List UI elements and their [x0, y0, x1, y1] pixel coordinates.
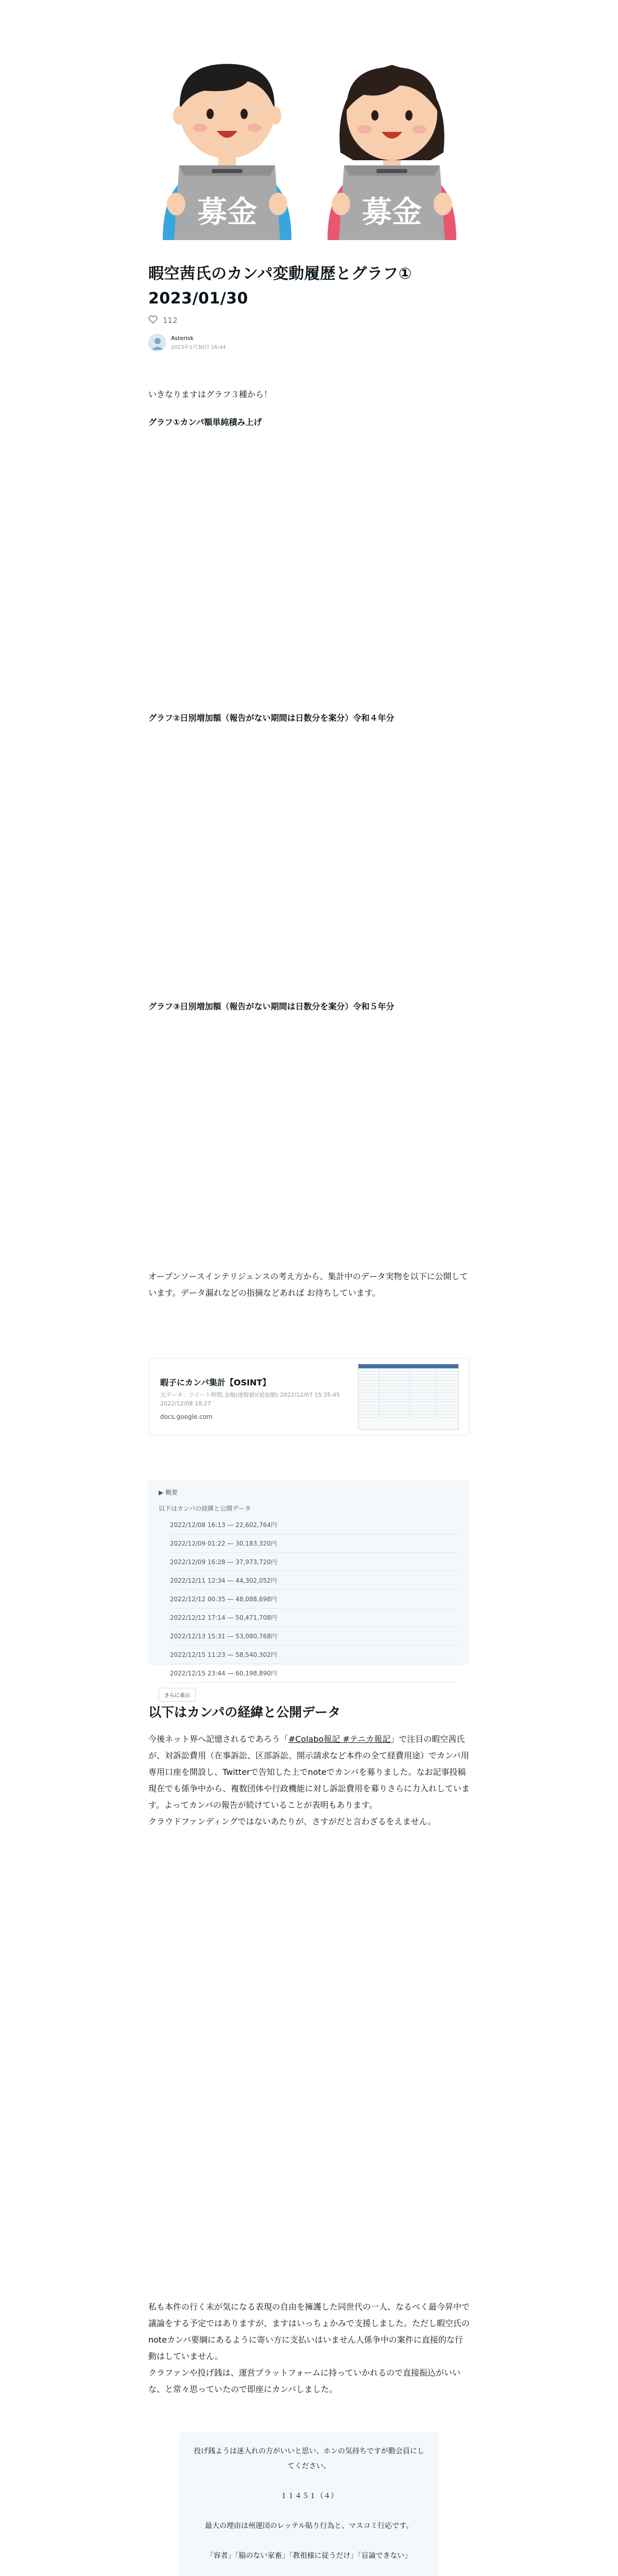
quote1-line: 「容者」「脇のない家畜」「教祖様に従うだけ」「盲論できない」 — [206, 2552, 412, 2560]
graph3-heading: グラフ③日別増加額（報告がない期間は日数分を案分）令和５年分 — [148, 1002, 394, 1011]
p1-pre: 今後ネット界へ記憶されるであろう「 — [148, 1734, 288, 1744]
show-more-button[interactable]: さらに表示 — [159, 1688, 196, 1702]
spreadsheet-thumbnail — [358, 1364, 459, 1430]
graph1-heading: グラフ①カンパ額単純積み上げ — [148, 417, 262, 427]
list-item: 2022/12/08 16:13 ― 22,602,764円 — [170, 1516, 459, 1534]
title-line-2: 2023/01/30 — [148, 290, 248, 308]
quote1-line — [194, 2504, 424, 2519]
toggle-list — [170, 1516, 459, 1683]
p1-post: 」で注目の暇空茜氏が、対訴訟費用（在事訴訟、区部訴訟、開示請求など本件の全て経費用途）でカンパ用専用口座を開設し、Twitterで告知した上でnoteでカンパを募りました。なお記事投稿現在でも係争中から、複数団体や行政機能に対し訴訟費用を募りさらに力入れしています。よってカンパの報告が続けていることが表明もあります。 — [148, 1734, 470, 1810]
article-title — [148, 262, 470, 311]
list-item: 2022/12/12 17:14 ― 50,471,708円 — [170, 1608, 459, 1627]
title-line-1: 暇空茜氏のカンパ変動履歴とグラフ① — [148, 265, 412, 283]
embed-url: docs.google.com — [160, 1413, 213, 1420]
author-name[interactable]: Asterisk — [171, 335, 194, 342]
list-item: 2022/12/13 15:31 ― 53,080,768円 — [170, 1627, 459, 1646]
list-item: 2022/12/15 11:23 ― 58,540,302円 — [170, 1646, 459, 1664]
hero-illustration — [142, 49, 476, 240]
graph2-heading: グラフ②日別増加額（報告がない期間は日数分を案分）令和４年分 — [148, 713, 394, 723]
heart-icon[interactable] — [148, 315, 158, 326]
toggle-panel — [148, 1480, 470, 1699]
author-date: 2023年1月30日 16:44 — [171, 345, 226, 350]
boy-figure — [163, 64, 291, 240]
like-count: 112 — [163, 316, 178, 325]
toggle-header[interactable]: ▶ 概要 — [159, 1489, 178, 1496]
girl-figure — [328, 65, 456, 240]
intro-text: いきなりますはグラフ３種から！ — [148, 389, 272, 399]
quote1-line: １１４５１（４） — [280, 2492, 338, 2500]
graph1-image-area — [148, 438, 470, 706]
p1-tail: クラウドファンディングではないあたりが、さすがだと言わざるをえません。 — [148, 1817, 436, 1826]
embed-link-card[interactable] — [148, 1358, 470, 1435]
author-row — [148, 334, 470, 351]
quote1-line: 最大の理由は州運団のレッテル貼り行為と、マスコミ行応です。 — [204, 2522, 414, 2530]
svg-text:募金: 募金 — [362, 194, 422, 229]
list-item: 2022/12/09 16:28 ― 37,973,720円 — [170, 1553, 459, 1571]
like-row — [148, 315, 470, 326]
osint-paragraph: オープンソースインテリジェンスの考え方から、集計中のデータ実物を以下に公開しています。データ漏れなどの指摘などあれば お待ちしています。 — [148, 1272, 468, 1298]
embed-description: 元データ：ツイート時間,金額(速報値)(追加額) 2022/12/07 15:35:45 2022/12/08 18:27 — [160, 1392, 340, 1407]
embedded-tweet-1 — [179, 2432, 439, 2576]
list-item: 2022/12/09 01:22 ― 30,183,320円 — [170, 1534, 459, 1553]
quote1-line — [194, 2534, 424, 2549]
avatar[interactable] — [148, 334, 166, 351]
list-item: 2022/12/15 23:44 ― 60,198,890円 — [170, 1664, 459, 1683]
p2-text: 私も本件の行く末が気になる表現の自由を擁護した同世代の一人、なるべく最今昇中で議論をする予定ではありますが、ますはいっちょかみで支援しました。ただし暇空氏のnoteカンパ要綱にあるように寄い方に支払いはいません人係争中の案件に直接的な行動はしていません。 — [148, 2302, 470, 2361]
embed-title: 暇子にカンパ集計【OSINT】 — [160, 1378, 271, 1387]
graph2-image-area — [148, 732, 470, 999]
quote1-line: 投げ銭ようは迷入れの方がいいと思い、ホンの気持ちですが勤会員にしてください。 — [194, 2447, 424, 2470]
p3-text: クラファンや投げ銭は、運営プラットフォームに持っていかれるので直接振込がいいな、と常々思っていたので即座にカンパしました。 — [148, 2368, 461, 2394]
quote1-line — [194, 2474, 424, 2489]
list-item: 2022/12/11 12:34 ― 44,302,052円 — [170, 1571, 459, 1590]
list-item: 2022/12/12 00:35 ― 48,088,698円 — [170, 1590, 459, 1608]
section2-paragraph-1 — [148, 1731, 470, 1830]
hashtag-link[interactable]: #Colabo報記 #テニカ報記 — [288, 1734, 391, 1744]
quote1-line — [194, 2564, 424, 2576]
section2-heading: 以下はカンパの経緯と公開データ — [148, 1705, 341, 1720]
embedded-tweet-area — [148, 1917, 470, 2287]
section2-paragraph-2 — [148, 2299, 470, 2398]
svg-text:募金: 募金 — [197, 194, 258, 229]
toggle-subtitle: 以下はカンパの経緯と公開データ — [159, 1505, 251, 1512]
graph3-image-area — [148, 1020, 470, 1262]
